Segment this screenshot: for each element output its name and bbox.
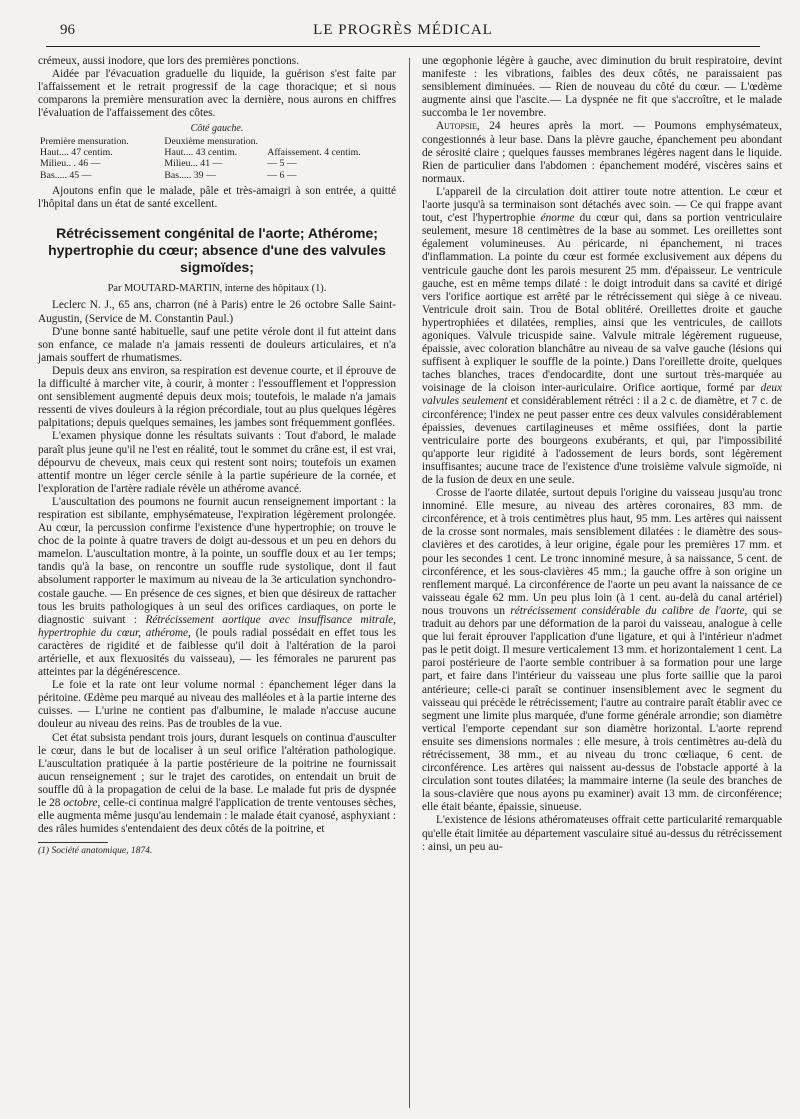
table-caption: Côté gauche. <box>190 123 244 135</box>
table-cell: Milieu... 41 — <box>164 158 223 170</box>
table-cell: — 6 — <box>267 169 297 181</box>
paragraph: une œgophonie légère à gauche, avec diminution du bruit respiratoire, devint manifeste : les vibrations, faibles des deux côtés, ne paraissaient pas sensiblement diminuées. — Rien de nouveau du côté du cœur. — L'œdème augmente ainsi que l'ascite.— La dyspnée ne fit que s'accroître, et le malade succomba le 1er novembre. <box>422 55 782 120</box>
table-header: Deuxième mensuration. <box>164 135 258 147</box>
text-run: et considérablement rétréci : il a 2 c. de diamètre, et 7 c. de circonférence; l'index ne peut passer entre ces deux valvules considérablement épaissies, devenues cartilagineuses et même ossifiées, dont la partie ventriculaire porte des bourgeons exubérants, et qui, par l'impossibilité qu'apporte leur rigidité à l'adossement de leurs bords, sont légèrement insuffisantes; aucune trace de l'existence d'une troisième valvule sigmoïde, ni de la fusion de deux en une seule. <box>422 395 782 486</box>
right-column <box>422 55 782 854</box>
table-header: Première mensuration. <box>40 135 129 147</box>
date-emphasis: octobre, <box>63 797 101 810</box>
page-number: 96 <box>60 22 75 38</box>
emphasis: rétrécissement considérable du calibre de l'aorte, <box>510 604 748 617</box>
measurement-table <box>38 122 396 181</box>
table-cell: Affaissement. 4 centim. <box>267 146 361 158</box>
text-run: celle-ci continua malgré l'application de trente ventouses sèches, elle augmenta même jusqu'au lendemain : le malade était cyanosé, asphyxiant : des râles humides s'entendaient des deux côtés de la poitrine, et <box>38 797 396 836</box>
article-title: Rétrécissement congénital de l'aorte; Athérome; hypertrophie du cœur; absence d'une des valvules sigmoïdes; <box>48 225 386 276</box>
text-run: L'auscultation des poumons ne fournit aucun renseignement important : la respiration est sibilante, emphysémateuse, l'expiration légèrement prolongée. Au cœur, la percussion confirme l'existence d'une hypertrophie; on trouve le choc de la pointe à quatre travers de doigt au-dessous et un peu en dehors du mamelon. L'auscultation montre, à la pointe, un souffle doux et au 1er temps; tandis qu'à la base, on rencontre un souffle rude systolique, dont il faut absolument rapporter le maximum au niveau de la 3e articulation synchondro-costale gauche. — En présence de ces signes, et bien que désireux de rattacher tous les bruits pathologiques à un seul des orifices cardiaques, on porte le diagnostic suivant : <box>38 495 396 626</box>
paragraph <box>422 120 782 185</box>
paragraph: crémeux, aussi inodore, que lors des premières ponctions. <box>38 55 300 67</box>
text-run: Cet état subsista pendant trois jours, durant lesquels on continua d'ausculter le cœur, dans le but de localiser à un seul orifice l'altération pathologique. L'auscultation pratiquée à la partie postérieure de la poitrine ne fournissait aucun renseignement ; sur le trajet des carotides, on entendait un bruit de souffle dû à la propagation de celui de la base. Le malade fut pris de dyspnée le 28 <box>38 731 396 810</box>
table-cell: Haut.... 43 centim. <box>164 146 238 158</box>
paragraph <box>422 186 782 487</box>
paragraph: Ajoutons enfin que le malade, pâle et très-amaigri à son entrée, a quitté l'hôpital dans un état de santé excellent. <box>38 185 396 211</box>
table-cell: Bas..... 45 — <box>40 169 92 181</box>
table-row <box>38 158 396 169</box>
autopsie-label: Autopsie, <box>436 120 480 133</box>
column-divider <box>409 58 410 1108</box>
journal-title: LE PROGRÈS MÉDICAL <box>313 22 493 38</box>
text-run: 24 heures après la mort. — Poumons emphysémateux, congestionnés à leur base. Dans la plèvre gauche, épanchement peu abondant de sérosité claire ; quelques fausses membranes légères nagent dans le liquide. Rien de particulier dans l'abdomen : épanchement modéré, viscères sains et normaux. <box>422 120 782 185</box>
table-row <box>38 147 396 158</box>
table-row <box>38 170 396 181</box>
page-header <box>46 20 760 47</box>
article-byline: Par MOUTARD-MARTIN, interne des hôpitaux (1). <box>107 283 327 295</box>
paragraph: L'existence de lésions athéromateuses offrait cette particularité remarquable qu'elle était limitée au département vasculaire situé au-dessus du rétrécissement : ainsi, un peu au- <box>422 814 782 853</box>
table-cell: Haut.... 47 centim. <box>40 146 113 158</box>
paragraph: Leclerc N. J., 65 ans, charron (né à Paris) entre le 26 octobre Salle Saint-Augustin, (Service de M. Constantin Paul.) <box>38 299 396 325</box>
emphasis: énorme <box>540 212 575 225</box>
text-run: Crosse de l'aorte dilatée, surtout depuis l'origine du vaisseau jusqu'au tronc innominé. Elle mesure, au niveau des artères coronaires, 83 mm. de circonférence, et à trois centimètres plus haut, 95 mm. Les artères qui naissent de la crosse sont normales, mais sensiblement dilatées : le diamètre des sous-clavières et des carotides, à leur origine, égale pour les premières 17 mm. et pour les secondes 1 cent. Le tronc innominé mesure, à sa naissance, 5 cent. de circonférence, et les sous-clavières 45 mm.; la gauche offre à son origine un renflement marqué. La circonférence de l'aorte un peu avant la naissance de ce vaisseau égale 62 mm. Un peu plus loin (à 1 cent. au-delà du canal artériel) nous trouvons un <box>422 487 782 617</box>
paragraph <box>422 487 782 814</box>
diagnosis-emphasis: Rétrécissement aortique avec insuffisance mitrale, hypertrophie du cœur, athérome, <box>38 613 396 639</box>
text-run: (le pouls radial possédait en effet tous les caractères de rigidité et de faiblesse qu'il doit à l'altération de la paroi artérielle, et aux flexuosités du vaisseau), — les fémorales ne parurent pas atteintes par la dégénérescence. <box>38 626 396 679</box>
paragraph: D'une bonne santé habituelle, sauf une petite vérole dont il fut atteint dans son enfance, ce malade n'a jamais ressenti de douleurs articulaires, et n'a jamais souffert de rhumatismes. <box>38 325 396 364</box>
paragraph: Le foie et la rate ont leur volume normal : épanchement léger dans la péritoine. Œdème peu marqué au niveau des malléoles et à la partie interne des cuisses. — L'urine ne contient pas d'albumine, le malade n'accuse aucune douleur au niveau des reins. Pas de troubles de la vue. <box>38 679 396 731</box>
paragraph: Aidée par l'évacuation graduelle du liquide, la guérison s'est faite par l'affaissement et le retrait progressif de la cage thoracique; et si nous comparons la première mensuration avec la dernière, nous aurons en chiffres l'évaluation de l'affaissement des côtes. <box>38 68 396 120</box>
table-cell: Milieu.. . 46 — <box>40 158 101 170</box>
table-cell: — 5 — <box>267 158 297 170</box>
emphasis: deux valvules seulement <box>422 382 782 408</box>
paragraph <box>38 496 396 679</box>
text-run: du cœur qui, dans sa portion ventriculaire seulement, mesure 18 centimètres de la base au sommet. Les oreillettes sont également volumineuses. Au péricarde, ni épanchement, ni traces d'inflammation. La pointe du cœur est formée exclusivement aux dépens du ventricule gauche dont les parois mesurent 25 mm. d'épaisseur. Le ventricule gauche, est en même temps dilaté : le doigt introduit dans sa cavité et dirigé vers l'orifice aortique est arrêté par le rétrécissement qui siège à ce niveau. Ventricule droit sain. Trou de Botal oblitéré. Oreillettes droite et gauche hypertrophiées et dilatées, remplies, ainsi que les ventricules, de caillots agoniques. Valvule tricuspide saine. Valvule mitrale légèrement rugueuse, épaissie, avec coloration blanchâtre au niveau de sa valve gauche (lésions qui suffisent à expliquer le souffle de la pointe.) Dans l'oreillette droite, quelques taches blanches, traces d'endocardite, dont une surtout très-marquée au voisinage de la cloison inter-auriculaire. Orifice aortique, formé par <box>422 212 782 395</box>
text-run: L'appareil de la circulation doit attirer toute notre attention. Le cœur et l'aorte jusqu'à sa terminaison sont détachés avec soin. — Ce qui frappe avant tout, c'est l'hypertrophie <box>422 185 782 225</box>
paragraph <box>38 732 396 837</box>
text-run: qui se traduit au dehors par une déformation de la paroi du vaisseau, analogue à celle que lui ferait éprouver l'application d'une ligature, et qui à l'intérieur n'admet pas le petit doigt. Il mesure verticalement 13 mm. et horizontalement 1 cent. La paroi postérieure de l'aorte semble contribuer à sa formation pour une large part, et faire dans l'intérieur du vaisseau une plus forte saillie que la paroi antérieure; celle-ci paraît se continuer insensiblement avec le segment du vaisseau qui précède le rétrécissement; l'autre au contraire paraît établir avec ce segment une limite plus marquée, d'une forme générale arrondie; son diamètre vertical l'emporte cependant sur son diamètre horizontal. L'aorte reprend ensuite ses dimensions normales : elle mesure, à trois centimètres au-delà du rétrécissement, 38 mm., et au niveau du tronc cœliaque, 6 cent. de circonférence. Les artères qui naissent au-dessus de l'obstacle apporté à la circulation sont toutes dilatées; la mammaire interne (la seule des branches de la sous-clavière que nous ayons pu examiner) avait 13 mm. de circonférence; elle était béante, épaissie, sinueuse. <box>422 604 782 814</box>
paragraph: Depuis deux ans environ, sa respiration est devenue courte, et il éprouve de la difficulté à marcher vite, à courir, à monter : l'essoufflement et l'oppression ont sensiblement augmenté depuis deux mois; toutefois, le malade n'a jamais ressenti de vives douleurs à la région précordiale, tout au plus quelques légères palpitations; depuis quelques semaines, les jambes sont fréquemment gonflées. <box>38 364 396 430</box>
footnote: (1) Société anatomique, 1874. <box>38 846 153 857</box>
left-column <box>38 55 396 858</box>
paragraph: L'examen physique donne les résultats suivants : Tout d'abord, le malade paraît plus jeune qu'il ne l'est en réalité, tout le sommet du crâne est, il est vrai, dépourvu de cheveux, mais ceux qui restent sont noirs; toutefois un examen attentif montre un léger cercle sénile à la partie supérieure de la cornée, et l'exploration de l'artère radiale révèle un athérome avancé. <box>38 430 396 495</box>
table-cell: Bas..... 39 — <box>164 169 216 181</box>
measurement-grid <box>38 136 396 182</box>
footnote-divider <box>38 842 108 843</box>
